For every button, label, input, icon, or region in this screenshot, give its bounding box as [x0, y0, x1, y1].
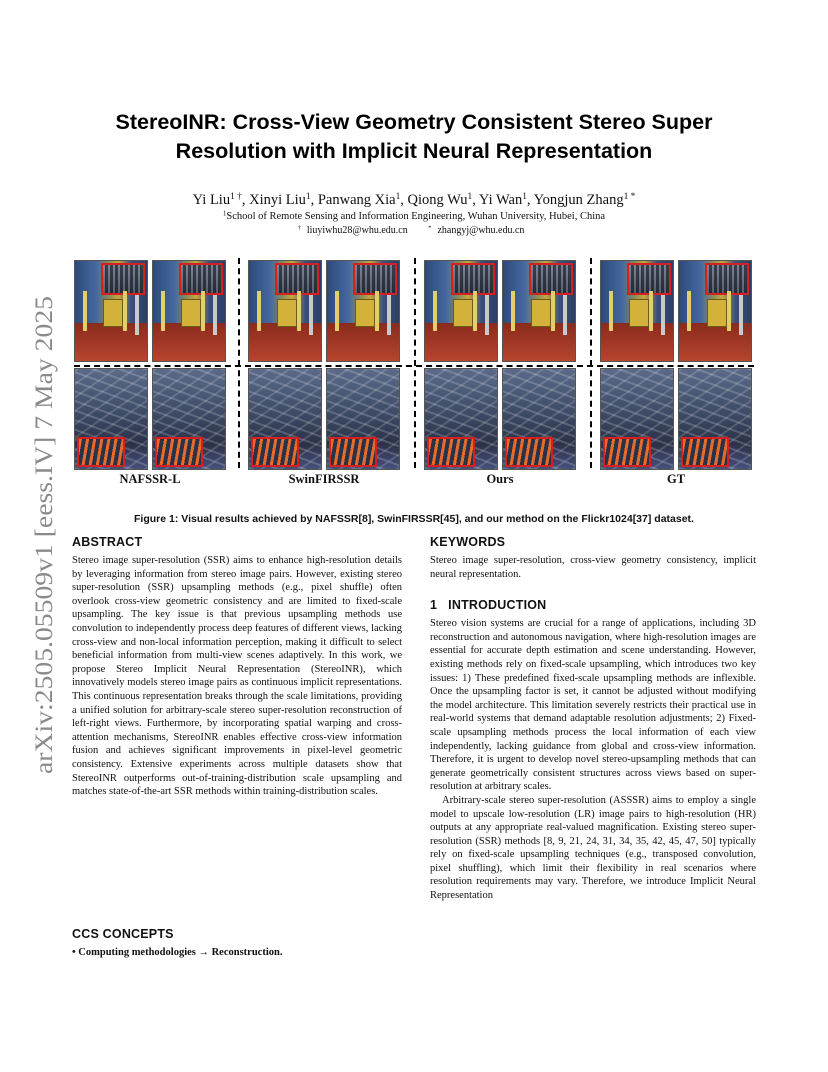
divider — [74, 365, 754, 367]
method-label-ours: Ours — [486, 472, 514, 486]
intro-paragraph-1: Stereo vision systems are crucial for a range of applications, including 3D reconstruction and autonomous navigation, where high-resolution images are essential for accurate depth estimation and scene understanding. However, existing methods rely on fixed-scale upsampling, which introduces two key issues: 1) These predefined fixed-scale upsampling methods are inflexible. Once the upsampling factor is set, it cannot be adjusted without modifying the model architecture. This limitation severely restricts their practical use in real-world systems that demand adaptable resolution adjustments; 2) Fixed-scale upsampling methods process the local information of each view independently, lacking guidance from global and cross-view information. Therefore, it is urgent to develop novel stereo-upsampling methods that can generate geometrically consistent structures across views based on super-resolution at arbitrary scales. — [430, 618, 756, 793]
result-image — [424, 260, 498, 362]
arxiv-identifier — [22, 296, 62, 776]
intro-paragraph-2: Arbitrary-scale stereo super-resolution (ASSSR) aims to employ a single model to upscale low-resolution (LR) image pairs to high-resolution (HR) outputs at any appropriate real-valued magnification. Existing stereo super-resolution (SSR) methods [8, 9, 21, 24, 31, 34, 35, 42, 45, 47, 50] typically rely on fixed-scale upsampling techniques (e.g., transposed convolution, pixel shuffling), which limit their flexibility in real scenarios where resolution requirements may vary. Therefore, we introduce Implicit Neural Representation — [430, 794, 756, 902]
abstract-heading: ABSTRACT — [72, 535, 143, 549]
method-label-gt: GT — [666, 472, 686, 486]
author: Panwang Xia$^1$ — [317, 191, 401, 208]
result-image — [424, 368, 498, 470]
result-image — [248, 260, 322, 362]
result-image — [248, 368, 322, 470]
result-image — [152, 260, 226, 362]
keywords-text: Stereo image super-resolution, cross-view geometry consistency, implicit neural representation. — [430, 555, 756, 580]
author-emails — [72, 224, 756, 238]
result-image — [74, 260, 148, 362]
result-image — [502, 260, 576, 362]
result-image — [326, 368, 400, 470]
paper-title — [72, 108, 756, 166]
author: Yongjun Zhang$^{1 *}$ — [533, 191, 636, 208]
divider — [590, 258, 592, 468]
title-line-1: StereoINR: Cross-View Geometry Consistent Stereo Super — [115, 110, 713, 134]
author: Yi Wan$^1$ — [478, 191, 527, 208]
divider — [238, 258, 240, 468]
result-image — [502, 368, 576, 470]
result-image — [74, 368, 148, 470]
author: Qiong Wu$^1$ — [407, 191, 473, 208]
right-column — [430, 534, 756, 903]
arxiv-id-text: arXiv:2505.05509v1 [eess.IV] 7 May 2025 — [29, 333, 58, 774]
result-image — [678, 368, 752, 470]
result-image — [600, 368, 674, 470]
result-image — [326, 260, 400, 362]
email[interactable]: * zhangyj@whu.edu.cn — [428, 224, 525, 236]
abstract-text: Stereo image super-resolution (SSR) aims to enhance high-resolution details by leveraging information from stereo image pairs. However, existing stereo super-resolution (SSR) upsampling methods (e.g., pixel shuffle) often overlook cross-view geometric consistency and are limited to fixed-scale upsampling. The key issue is that previous upsampling methods use convolution to independently process deep features of different views, lacking cross-view and non-local information perception, making it difficult to select beneficial information from multi-view scenes adaptively. In this work, we propose Stereo Implicit Neural Representation (StereoINR), which innovatively models stereo image pairs as continuous implicit representations. This continuous representation breaks through the scale limitations, providing a unified solution for arbitrary-scale stereo super-resolution reconstruction of left-right views. Furthermore, by incorporating spatial warping and cross-attention mechanisms, StereoINR enables effective cross-view information fusion and achieves significant improvements in pixel-level geometric consistency. Extensive experiments across multiple datasets show that StereoINR outperforms out-of-training-distribution scale upsampling and matches state-of-the-art SSR methods within training-distribution scales. — [72, 555, 402, 798]
author: Yi Liu$^{1 \dagger}$ — [192, 191, 242, 208]
method-label-swinfirssr: SwinFIRSSR — [288, 472, 360, 486]
author-list: Yi Liu$^{1 \dagger}$, Xinyi Liu$^1$, Panwang Xia$^1$, Qiong Wu$^1$, Yi Wan$^1$, Yongjun Zhang$^{1 *}$ — [192, 191, 636, 208]
result-image — [600, 260, 674, 362]
ccs-item: • Computing methodologies → Reconstruction. — [72, 947, 283, 958]
left-column — [72, 534, 402, 799]
figure-1-comparison-grid — [74, 258, 754, 490]
result-image — [678, 260, 752, 362]
author: Xinyi Liu$^1$ — [249, 191, 311, 208]
introduction-heading: 1 INTRODUCTION — [430, 598, 547, 613]
method-label-nafssr: NAFSSR-L — [119, 472, 181, 486]
email[interactable]: † liuyiwhu28@whu.edu.cn — [297, 224, 408, 236]
title-line-2: Resolution with Implicit Neural Representation — [175, 139, 653, 163]
divider — [414, 258, 416, 468]
ccs-heading: CCS CONCEPTS — [72, 927, 174, 941]
affiliation: $^1$School of Remote Sensing and Information Engineering, Wuhan University, Hubei, China — [222, 210, 606, 222]
result-image — [152, 368, 226, 470]
figure-caption: Figure 1: Visual results achieved by NAFSSR[8], SwinFIRSSR[45], and our method on the Flickr1024[37] dataset. — [134, 513, 694, 525]
keywords-heading: KEYWORDS — [430, 535, 506, 549]
